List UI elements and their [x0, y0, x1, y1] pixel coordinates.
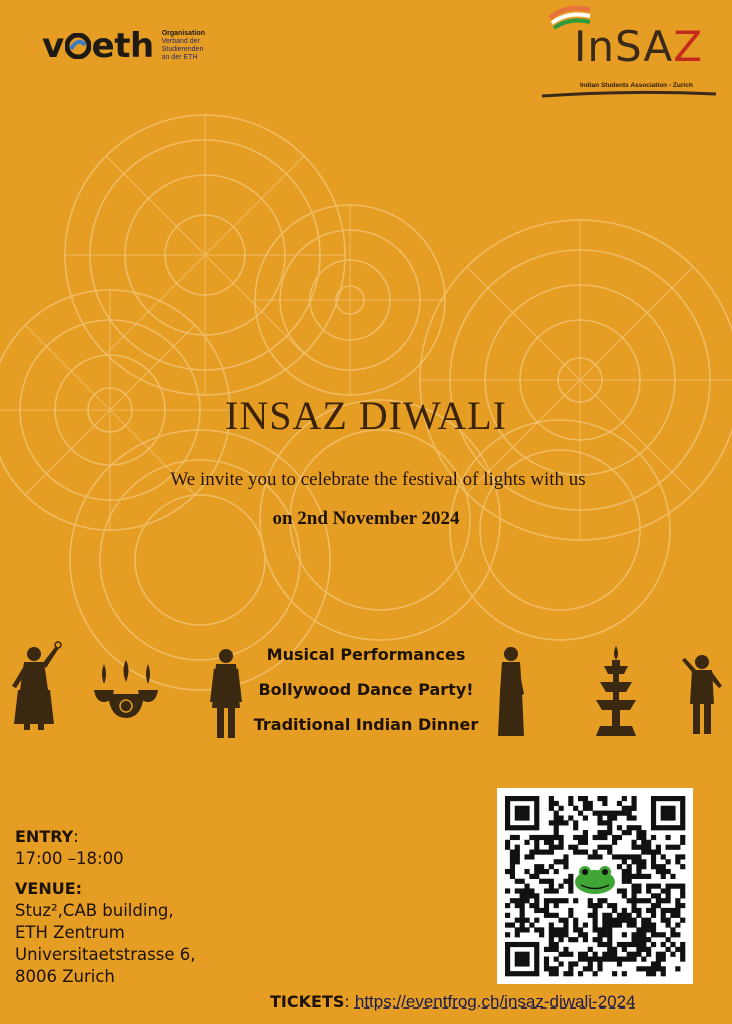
feature-item: Musical Performances [266, 645, 466, 664]
frog-icon [575, 866, 615, 894]
feature-item: Bollywood Dance Party! [258, 680, 474, 699]
qr-code-icon[interactable] [497, 788, 693, 984]
venue-line: Universitaetstrasse 6, [15, 945, 196, 964]
insaz-logo [540, 4, 720, 100]
tickets-colon: : [344, 992, 350, 1011]
entry-label: ENTRY [15, 827, 74, 846]
venue-line: ETH Zentrum [15, 923, 125, 942]
vseth-org-label: Organisation [161, 30, 205, 37]
vseth-logo-word [42, 26, 154, 66]
dancer-icon [10, 640, 62, 732]
vseth-org-line: Verband der [161, 38, 200, 45]
vseth-v: v [42, 26, 64, 66]
vseth-org-line: an der ETH [161, 54, 198, 61]
dancer-man-icon [680, 650, 726, 740]
insaz-underline [540, 90, 720, 100]
spacer [15, 870, 196, 878]
event-info [15, 826, 196, 988]
feature-item: Traditional Indian Dinner [253, 715, 479, 734]
vseth-eth: eth [91, 26, 154, 66]
man-kurta-icon [208, 646, 244, 742]
diya-lamps-icon [92, 660, 160, 726]
vseth-org-line: Studierenden [161, 46, 204, 53]
vseth-org-text [162, 30, 205, 62]
event-title: INSAZ DIWALI [225, 393, 507, 438]
event-invite: We invite you to celebrate the festival of lights with us [170, 469, 586, 490]
vseth-logo-icon [65, 33, 91, 59]
entry-heading [15, 826, 196, 848]
venue-line: Stuz²,CAB building, [15, 901, 174, 920]
event-date: on 2nd November 2024 [272, 508, 460, 529]
feature-list [250, 642, 482, 747]
tickets-link[interactable]: https://eventfrog.ch/insaz-diwali-2024 [354, 992, 636, 1011]
vseth-logo [42, 26, 205, 66]
insaz-subtitle: Indian Students Association - Zurich [580, 82, 693, 89]
tickets-line [270, 992, 636, 1012]
venue-label: VENUE: [15, 879, 83, 898]
oil-lamp-stand-icon [592, 646, 640, 740]
entry-time: 17:00 –18:00 [15, 849, 124, 868]
woman-saree-icon [496, 644, 526, 740]
venue-line: 8006 Zurich [15, 967, 115, 986]
entry-colon: : [73, 827, 79, 846]
insaz-logo-word: InSAZ [574, 22, 703, 71]
tickets-label: TICKETS [270, 992, 345, 1011]
